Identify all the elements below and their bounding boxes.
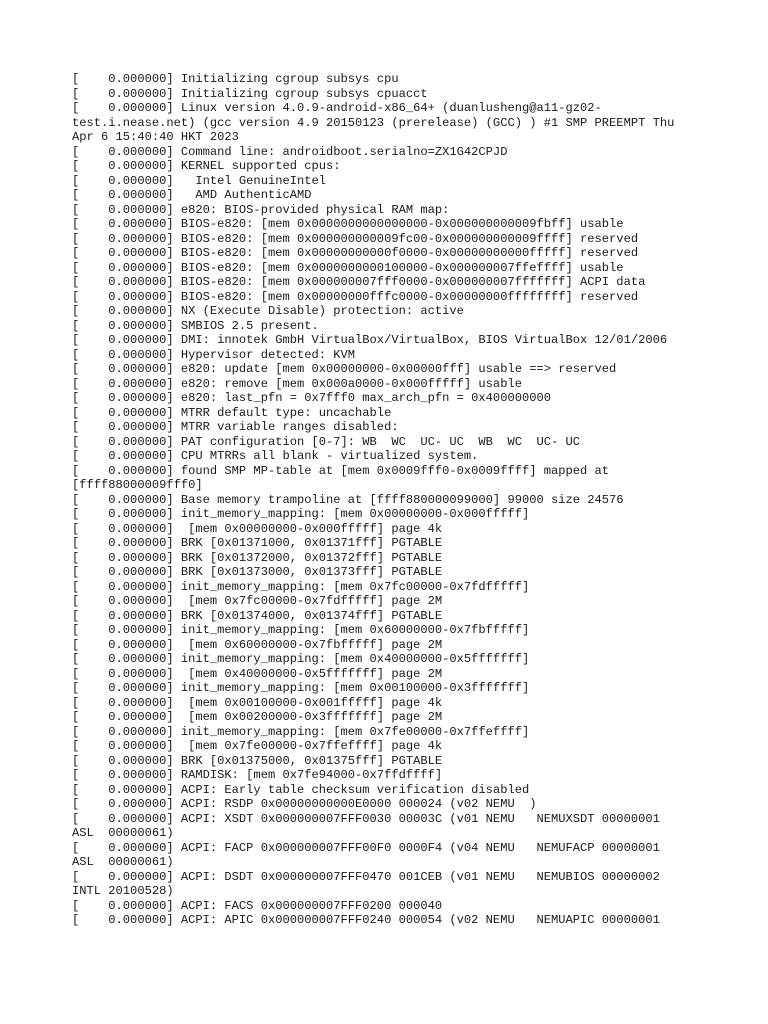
log-line: ASL 00000061) xyxy=(72,826,174,840)
log-line: [ 0.000000] SMBIOS 2.5 present. xyxy=(72,318,319,333)
log-line: [ 0.000000] ACPI: FACP 0x000000007FFF00F0 0000F4 (v04 NEMU NEMUFACP 00000001 xyxy=(72,840,660,855)
log-line: [ 0.000000] ACPI: DSDT 0x000000007FFF0470 001CEB (v01 NEMU NEMUBIOS 00000002 xyxy=(72,869,660,884)
log-line: [ 0.000000] [mem 0x7fe00000-0x7ffeffff] page 4k xyxy=(72,739,443,753)
log-line: [ 0.000000] RAMDISK: [mem 0x7fe94000-0x7ffdffff] xyxy=(72,768,443,782)
kernel-log-document xyxy=(72,72,712,928)
log-line: [ 0.000000] BRK [0x01373000, 0x01373fff] PGTABLE xyxy=(72,565,443,579)
log-line: [ 0.000000] BRK [0x01372000, 0x01372fff] PGTABLE xyxy=(72,550,443,565)
log-line: [ 0.000000] init_memory_mapping: [mem 0x60000000-0x7fbfffff] xyxy=(72,623,530,637)
log-line: [ 0.000000] NX (Execute Disable) protection: active xyxy=(72,304,464,318)
log-line: [ 0.000000] e820: last_pfn = 0x7fff0 max_arch_pfn = 0x400000000 xyxy=(72,391,551,405)
log-line: [ 0.000000] Intel GenuineIntel xyxy=(72,173,327,188)
log-line: [ 0.000000] init_memory_mapping: [mem 0x40000000-0x5fffffff] xyxy=(72,652,530,666)
log-line: [ 0.000000] Hypervisor detected: KVM xyxy=(72,347,356,362)
log-line: [ 0.000000] init_memory_mapping: [mem 0x7fc00000-0x7fdfffff] xyxy=(72,579,530,594)
log-line: [ 0.000000] Linux version 4.0.9-android-x86_64+ (duanlusheng@a11-gz02- xyxy=(72,101,602,115)
log-line: [ 0.000000] [mem 0x00200000-0x3fffffff] page 2M xyxy=(72,710,443,724)
log-line: [ 0.000000] BIOS-e820: [mem 0x000000000009fc00-0x000000000009ffff] reserved xyxy=(72,231,639,246)
log-line: [ 0.000000] ACPI: APIC 0x000000007FFF0240 000054 (v02 NEMU NEMUAPIC 00000001 xyxy=(72,913,660,927)
log-line: Apr 6 15:40:40 HKT 2023 xyxy=(72,130,239,144)
log-line: [ 0.000000] [mem 0x00000000-0x000fffff] page 4k xyxy=(72,521,443,536)
log-line: [ 0.000000] ACPI: FACS 0x000000007FFF0200 000040 xyxy=(72,898,443,913)
log-line: [ 0.000000] ACPI: RSDP 0x00000000000E0000 000024 (v02 NEMU ) xyxy=(72,797,537,811)
log-line: [ 0.000000] KERNEL supported cpus: xyxy=(72,159,341,173)
log-line: [ 0.000000] BIOS-e820: [mem 0x0000000000100000-0x000000007ffeffff] usable xyxy=(72,260,624,275)
log-line: [ 0.000000] BIOS-e820: [mem 0x0000000000000000-0x000000000009fbff] usable xyxy=(72,217,624,231)
log-line: [ 0.000000] MTRR default type: uncachable xyxy=(72,405,392,420)
log-line: INTL 20100528) xyxy=(72,884,174,898)
log-line: [ 0.000000] ACPI: Early table checksum verification disabled xyxy=(72,782,530,797)
log-line: [ 0.000000] Base memory trampoline at [ffff880000099000] 99000 size 24576 xyxy=(72,492,624,507)
log-line: [ 0.000000] MTRR variable ranges disabled: xyxy=(72,420,399,434)
log-line: [ 0.000000] init_memory_mapping: [mem 0x00100000-0x3fffffff] xyxy=(72,681,530,695)
log-line: [ 0.000000] e820: update [mem 0x00000000-0x00000fff] usable ==> reserved xyxy=(72,362,617,376)
log-line: [ 0.000000] BRK [0x01371000, 0x01371fff] PGTABLE xyxy=(72,536,443,550)
log-line: [ 0.000000] BIOS-e820: [mem 0x00000000fffc0000-0x00000000ffffffff] reserved xyxy=(72,289,639,304)
log-line: [ 0.000000] DMI: innotek GmbH VirtualBox/VirtualBox, BIOS VirtualBox 12/01/2006 xyxy=(72,333,668,347)
log-line: test.i.nease.net) (gcc version 4.9 20150123 (prerelease) (GCC) ) #1 SMP PREEMPT Thu xyxy=(72,115,675,130)
log-line: [ 0.000000] Initializing cgroup subsys cpu xyxy=(72,72,399,86)
log-line: [ 0.000000] [mem 0x00100000-0x001fffff] page 4k xyxy=(72,695,443,710)
log-line: [ 0.000000] Initializing cgroup subsys cpuacct xyxy=(72,86,428,101)
log-line: [ 0.000000] BIOS-e820: [mem 0x00000000000f0000-0x00000000000fffff] reserved xyxy=(72,246,639,260)
log-line: [ 0.000000] [mem 0x60000000-0x7fbfffff] page 2M xyxy=(72,637,443,652)
log-line: ASL 00000061) xyxy=(72,855,174,869)
log-line: [ 0.000000] init_memory_mapping: [mem 0x00000000-0x000fffff] xyxy=(72,507,530,521)
log-line: [ffff88000009fff0] xyxy=(72,478,203,492)
log-line: [ 0.000000] [mem 0x7fc00000-0x7fdfffff] page 2M xyxy=(72,594,443,608)
log-line: [ 0.000000] ACPI: XSDT 0x000000007FFF0030 00003C (v01 NEMU NEMUXSDT 00000001 xyxy=(72,811,660,826)
log-line: [ 0.000000] e820: remove [mem 0x000a0000-0x000fffff] usable xyxy=(72,376,522,391)
log-line: [ 0.000000] CPU MTRRs all blank - virtualized system. xyxy=(72,449,479,463)
log-line: [ 0.000000] BRK [0x01375000, 0x01375fff] PGTABLE xyxy=(72,753,443,768)
log-line: [ 0.000000] [mem 0x40000000-0x5fffffff] page 2M xyxy=(72,666,443,681)
log-line: [ 0.000000] AMD AuthenticAMD xyxy=(72,188,312,202)
log-line: [ 0.000000] PAT configuration [0-7]: WB WC UC- UC WB WC UC- UC xyxy=(72,434,581,449)
kernel-log xyxy=(72,72,712,928)
log-line: [ 0.000000] Command line: androidboot.serialno=ZX1G42CPJD xyxy=(72,144,508,159)
log-line: [ 0.000000] BRK [0x01374000, 0x01374fff] PGTABLE xyxy=(72,608,443,623)
log-line: [ 0.000000] init_memory_mapping: [mem 0x7fe00000-0x7ffeffff] xyxy=(72,724,530,739)
log-line: [ 0.000000] BIOS-e820: [mem 0x000000007fff0000-0x000000007fffffff] ACPI data xyxy=(72,275,646,289)
log-line: [ 0.000000] e820: BIOS-provided physical RAM map: xyxy=(72,202,450,217)
log-line: [ 0.000000] found SMP MP-table at [mem 0x0009fff0-0x0009ffff] mapped at xyxy=(72,463,610,478)
